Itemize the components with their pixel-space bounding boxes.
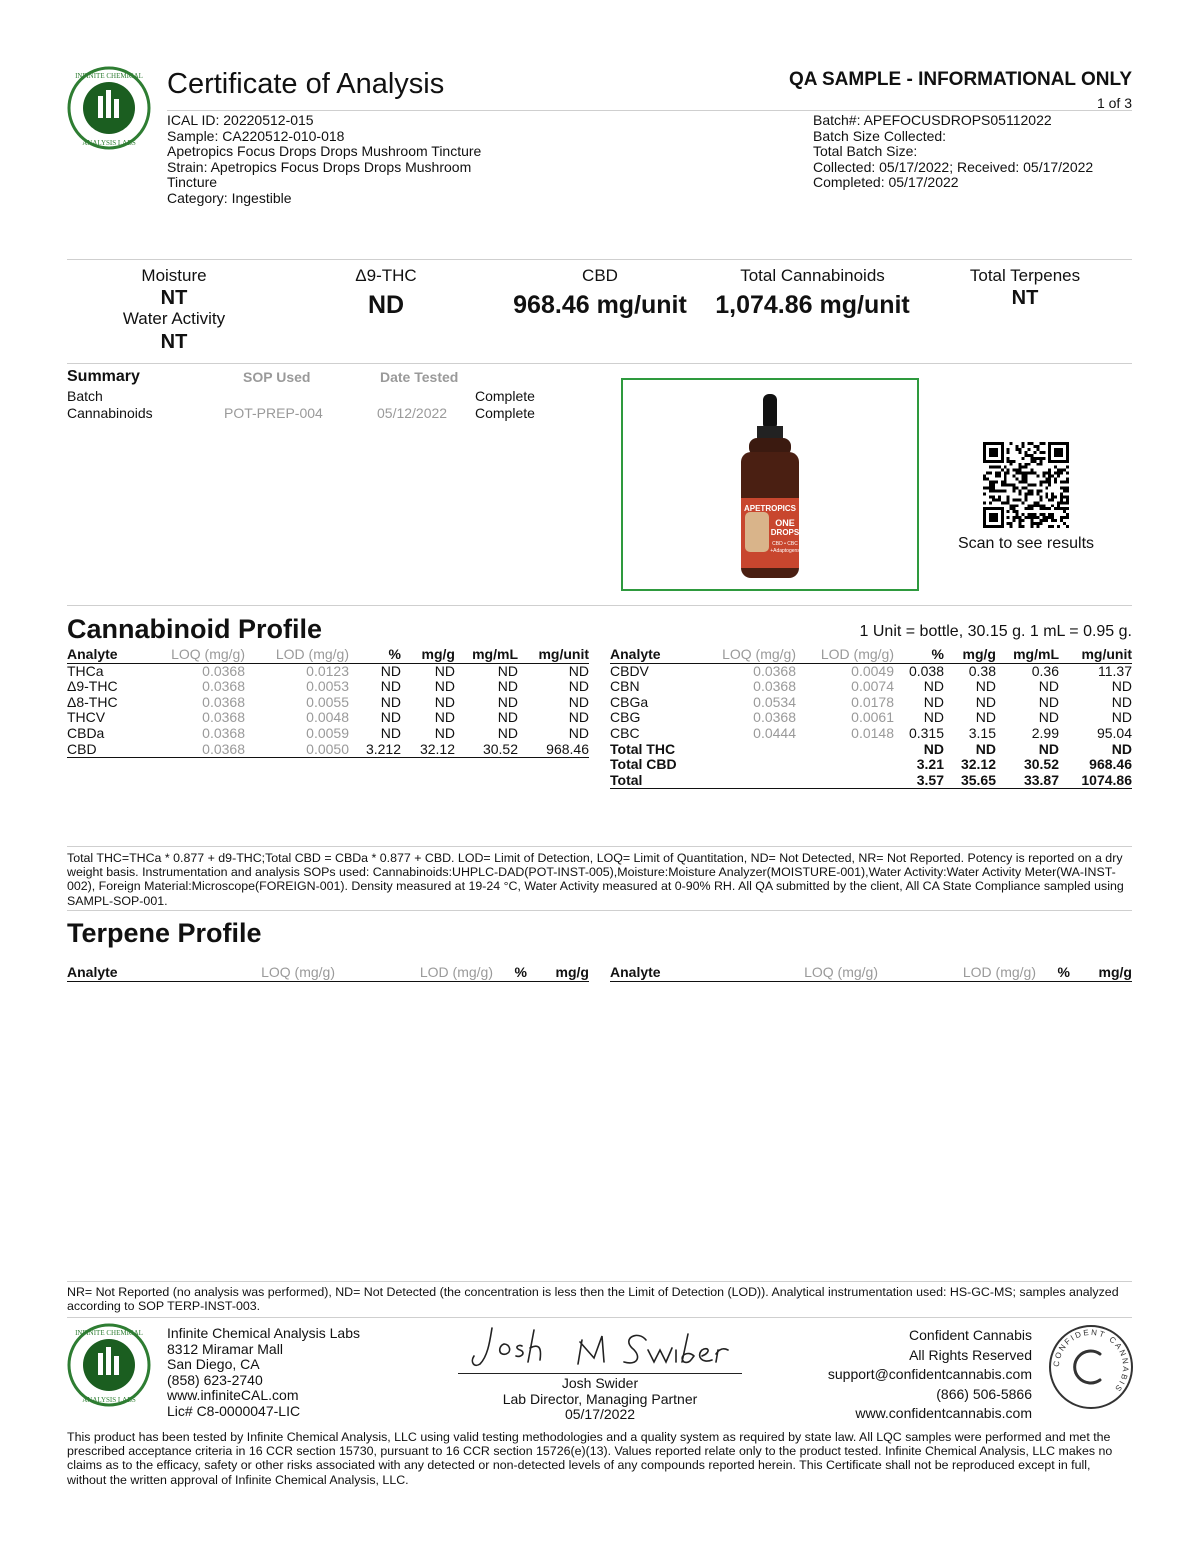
lab-city: San Diego, CA — [167, 1356, 260, 1373]
total-terpenes-value: NT — [1011, 287, 1039, 310]
table-cell: ND — [380, 662, 401, 679]
table-cell: ND — [1111, 678, 1132, 695]
confident-cannabis-seal — [1048, 1324, 1134, 1410]
summary-date-header: Date Tested — [380, 369, 459, 385]
table-row — [67, 726, 589, 742]
terpene-divider — [67, 910, 1132, 911]
table-cell: CBC — [610, 724, 640, 741]
col-analyte: Analyte — [610, 647, 702, 663]
collected-received: Collected: 05/17/2022; Received: 05/17/2022 — [813, 158, 1094, 175]
table-cell: Total CBD — [610, 756, 677, 773]
table-cell: ND — [434, 693, 455, 710]
table-cell: ND — [380, 693, 401, 710]
table-cell: 32.12 — [401, 742, 455, 758]
summary-row-status: Complete — [475, 388, 535, 404]
logo-top-text: INFINITE CHEMICAL — [75, 1329, 143, 1337]
ical-id: ICAL ID: 20220512-015 — [167, 112, 314, 128]
water-activity-label: Water Activity — [122, 309, 226, 329]
col-lod: LOD (mg/g) — [335, 965, 493, 981]
table-cell: ND — [434, 724, 455, 741]
table-cell: ND — [1111, 693, 1132, 710]
footnote-divider — [67, 846, 1132, 847]
table-cell: ND — [1038, 678, 1059, 695]
signature — [462, 1320, 742, 1376]
table-cell: ND — [975, 740, 996, 757]
table-cell: 0.0055 — [306, 693, 349, 710]
table-cell: 0.0368 — [753, 662, 796, 679]
table-cell: 0.0061 — [851, 709, 894, 726]
table-cell: ND — [568, 693, 589, 710]
cannabinoid-table-right — [610, 647, 1132, 789]
sample-id: Sample: CA220512-010-018 — [167, 127, 345, 144]
summary-row-name: Batch — [67, 388, 103, 404]
water-activity-value: NT — [160, 331, 188, 354]
col-mgg: mg/g — [401, 647, 455, 663]
table-cell: ND — [497, 724, 518, 741]
table-cell: 0.0050 — [245, 742, 349, 758]
footer-lab-logo — [67, 1323, 151, 1407]
col-lod: LOD (mg/g) — [245, 647, 349, 663]
category: Category: Ingestible — [167, 189, 292, 206]
table-cell: 95.04 — [1096, 724, 1132, 741]
col-mgunit: mg/unit — [518, 647, 589, 663]
product-sub: CBD • CBC — [772, 541, 798, 547]
summary-title: Summary — [67, 368, 140, 385]
cc-name: Confident Cannabis — [909, 1327, 1032, 1343]
table-cell: ND — [975, 678, 996, 695]
lab-license: Lic# C8-0000047-LIC — [167, 1402, 301, 1419]
metrics-bottom-divider — [67, 363, 1132, 364]
table-row — [610, 726, 1132, 742]
table-cell: THCa — [67, 662, 104, 679]
lab-website[interactable]: www.infiniteCAL.com — [167, 1387, 299, 1404]
table-cell: THCV — [67, 709, 106, 726]
table-cell: ND — [568, 724, 589, 741]
sample-name: Apetropics Focus Drops Drops Mushroom Tincture — [167, 143, 482, 159]
summary-row-status: Complete — [475, 405, 535, 421]
thc-metric — [296, 266, 476, 319]
col-pct: % — [1036, 965, 1070, 981]
table-cell: ND — [380, 678, 401, 695]
table-cell: 0.0368 — [753, 709, 796, 726]
table-row — [610, 742, 1132, 758]
table-cell: 0.0368 — [202, 709, 245, 726]
table-cell: 0.0074 — [851, 678, 894, 695]
col-mgg: mg/g — [944, 647, 996, 663]
table-cell: 0.0123 — [306, 662, 349, 679]
moisture-value: NT — [160, 287, 188, 310]
table-cell: ND — [434, 678, 455, 695]
col-mgml: mg/mL — [455, 647, 518, 663]
col-loq: LOQ (mg/g) — [177, 965, 335, 981]
table-cell: ND — [923, 709, 944, 726]
table-cell: 32.12 — [960, 756, 996, 773]
table-cell: 30.52 — [1023, 756, 1059, 773]
terpene-title: Terpene Profile — [67, 918, 262, 948]
table-cell: 0.0048 — [306, 709, 349, 726]
logo-bottom-text: ANALYSIS LABS — [82, 139, 136, 147]
logo-bottom-text: ANALYSIS LABS — [82, 1396, 136, 1404]
logo-top-text: INFINITE CHEMICAL — [75, 72, 143, 80]
cannabinoid-footnote: Total THC=THCa * 0.877 + d9-THC;Total CBD = CBDa * 0.877 + CBD. LOD= Limit of Detection, LOQ= Limit of Quantitation, ND= Not Detected, NR= Not Reported. Potency is reported on a dry weight basis. Instrumentation and analysis SOPs used: Cannabinoids:UHPLC-DAD(POT-INST-005),Moisture:Moisture Analyzer(MOISTURE-001),Water Activity:Water Activity Meter(WA-INST-002), Foreign Material:Microscope(FOREIGN-001). Density measured at 19-24 °C, Water Activity measured at 0-90% RH. All QA submitted by the client, All CA State Compliance sampled using SAMPL-SOP-001. — [67, 851, 1124, 908]
table-cell: ND — [1111, 740, 1132, 757]
col-pct: % — [894, 647, 944, 663]
seal-text: CONFIDENT CANNABIS — [1051, 1327, 1131, 1395]
sample-info — [167, 113, 507, 206]
table-cell: 35.65 — [944, 773, 996, 789]
lab-logo — [67, 66, 151, 150]
summary-row-name: Cannabinoids — [67, 405, 153, 421]
terpene-table-left — [67, 965, 589, 982]
summary-sop-header: SOP Used — [243, 369, 311, 385]
table-cell: ND — [380, 709, 401, 726]
product-brand: APETROPICS — [743, 504, 797, 513]
moisture-metric — [84, 266, 264, 354]
lab-address — [167, 1326, 360, 1420]
product-sub2: +Adaptogens — [770, 548, 800, 554]
product-name-2: DROPS — [770, 528, 800, 537]
page-title: Certificate of Analysis — [167, 68, 445, 100]
table-cell: ND — [497, 662, 518, 679]
cannabinoid-table-left — [67, 647, 589, 758]
strain: Strain: Apetropics Focus Drops Drops Mushroom — [167, 158, 472, 175]
table-cell: 3.57 — [894, 773, 944, 789]
col-mgml: mg/mL — [996, 647, 1059, 663]
metrics-top-divider — [67, 259, 1132, 260]
table-cell: Δ8-THC — [67, 693, 118, 710]
table-cell: CBN — [610, 678, 640, 695]
table-cell: 0.0444 — [753, 724, 796, 741]
table-cell: 33.87 — [996, 773, 1059, 789]
table-cell: 0.0178 — [851, 693, 894, 710]
table-cell — [796, 773, 894, 789]
signer-name: Josh Swider — [561, 1375, 639, 1391]
signer-title: Lab Director, Managing Partner — [502, 1390, 698, 1407]
thc-label: Δ9-THC — [355, 266, 417, 285]
table-cell: 3.15 — [968, 724, 996, 741]
table-cell: CBG — [610, 709, 641, 726]
table-cell: 968.46 — [1089, 756, 1132, 773]
table-cell: Total THC — [610, 740, 676, 757]
summary-row-date: 05/12/2022 — [377, 405, 448, 421]
qr-caption: Scan to see results — [957, 535, 1095, 552]
table-row — [610, 679, 1132, 695]
disclaimer: This product has been tested by Infinite Chemical Analysis, LLC using valid testing methodologies and a quality system as required by state law. All LQC samples were performed and met the prescribed acceptance criteria in 16 CCR section 15730, pursuant to 16 CCR section 15726(e)(13). Values reported relate only to the product tested. Infinite Chemical Analysis, LLC makes no claims as to the efficacy, safety or other risks associated with any detected or non-detected levels of any compounds reported herein. This Certificate shall not be reproduced except in full, without the written approval of Infinite Chemical Analysis, LLC. — [67, 1430, 1113, 1487]
product-name-1: ONE — [775, 518, 795, 528]
table-cell: 0.0368 — [202, 693, 245, 710]
cc-contact — [828, 1326, 1032, 1424]
terpene-table-right — [610, 965, 1132, 982]
table-row — [67, 742, 589, 758]
total-terpenes-label: Total Terpenes — [969, 266, 1081, 285]
table-row — [67, 695, 589, 711]
total-cannabinoids-metric — [700, 266, 925, 319]
batch-size-collected: Batch Size Collected: — [813, 127, 947, 144]
table-cell: ND — [434, 662, 455, 679]
table-cell: ND — [975, 709, 996, 726]
table-row — [610, 773, 1132, 789]
table-cell: Total — [610, 773, 702, 789]
signature-line — [458, 1373, 742, 1374]
table-cell: 968.46 — [518, 742, 589, 758]
cc-website[interactable]: www.confidentcannabis.com — [855, 1405, 1032, 1422]
table-cell: 3.21 — [916, 756, 944, 773]
batch-info — [813, 113, 1133, 191]
qa-label: QA SAMPLE - INFORMATIONAL ONLY — [788, 69, 1132, 90]
table-cell — [796, 742, 894, 758]
table-cell: 0.0368 — [202, 662, 245, 679]
cbd-label: CBD — [582, 266, 618, 285]
table-cell: ND — [497, 678, 518, 695]
table-cell: ND — [1038, 709, 1059, 726]
unit-note: 1 Unit = bottle, 30.15 g. 1 mL = 0.95 g. — [859, 623, 1132, 640]
table-cell: ND — [497, 693, 518, 710]
table-cell: 0.0368 — [753, 678, 796, 695]
table-cell: 0.0148 — [851, 724, 894, 741]
header-divider — [167, 110, 1132, 111]
table-cell: ND — [1038, 693, 1059, 710]
table-cell — [702, 757, 796, 773]
moisture-label: Moisture — [141, 266, 207, 285]
summary-row-sop: POT-PREP-004 — [224, 405, 323, 421]
completed-date: Completed: 05/17/2022 — [813, 174, 959, 190]
col-lod: LOD (mg/g) — [796, 647, 894, 663]
total-terpenes-metric — [935, 266, 1115, 309]
total-cannabinoids-label: Total Cannabinoids — [740, 266, 885, 285]
signer-block — [458, 1376, 742, 1423]
table-cell: 0.0368 — [159, 742, 245, 758]
col-loq: LOQ (mg/g) — [702, 647, 796, 663]
table-cell: ND — [568, 662, 589, 679]
col-pct: % — [493, 965, 527, 981]
table-cell: ND — [434, 709, 455, 726]
table-cell — [796, 757, 894, 773]
col-analyte: Analyte — [67, 647, 159, 663]
table-cell: ND — [380, 724, 401, 741]
table-cell — [702, 773, 796, 789]
table-cell: 3.212 — [349, 742, 401, 758]
col-mgunit: mg/unit — [1059, 647, 1132, 663]
table-cell: ND — [497, 709, 518, 726]
col-mgg: mg/g — [527, 965, 589, 981]
table-cell: ND — [923, 740, 944, 757]
table-cell: 0.315 — [908, 724, 944, 741]
cc-email[interactable]: support@confidentcannabis.com — [827, 1366, 1032, 1383]
col-loq: LOQ (mg/g) — [159, 647, 245, 663]
terpene-footnote: NR= Not Reported (no analysis was performed), ND= Not Detected (the concentration is less then the Limit of Detection (LOD)). Analytical instrumentation used: HS-GC-MS; samples analyzed according to SOP TERP-INST-003. — [67, 1285, 1119, 1314]
terpene-footnote-divider — [67, 1281, 1132, 1282]
table-cell: 0.0368 — [202, 724, 245, 741]
table-cell: ND — [1111, 709, 1132, 726]
product-image — [621, 378, 919, 591]
table-cell: CBD — [67, 742, 159, 758]
total-cannabinoids-value: 1,074.86 mg/unit — [715, 291, 910, 320]
table-cell: CBDa — [67, 724, 105, 741]
thc-value: ND — [367, 291, 405, 320]
col-analyte: Analyte — [67, 965, 177, 981]
table-row — [610, 757, 1132, 773]
col-pct: % — [349, 647, 401, 663]
table-cell: 0.0368 — [202, 678, 245, 695]
table-cell: 0.0059 — [306, 724, 349, 741]
table-cell: CBGa — [610, 693, 649, 710]
table-cell: 0.38 — [968, 662, 996, 679]
cannabinoid-divider — [67, 605, 1132, 606]
lab-phone: (858) 623-2740 — [167, 1371, 263, 1388]
total-batch-size: Total Batch Size: — [813, 143, 918, 159]
table-cell: 0.038 — [908, 662, 944, 679]
table-cell: 0.0053 — [306, 678, 349, 695]
table-cell: 30.52 — [455, 742, 518, 758]
table-row — [610, 663, 1132, 679]
cc-rights: All Rights Reserved — [909, 1346, 1032, 1363]
col-lod: LOD (mg/g) — [878, 965, 1036, 981]
table-cell: ND — [923, 693, 944, 710]
table-cell: ND — [1038, 740, 1059, 757]
strain-cont: Tincture — [167, 174, 218, 190]
col-mgg: mg/g — [1070, 965, 1132, 981]
signer-date: 05/17/2022 — [564, 1406, 636, 1423]
table-cell: CBDV — [610, 662, 649, 679]
cbd-metric — [490, 266, 710, 319]
table-row — [610, 710, 1132, 726]
page-number: 1 of 3 — [1096, 95, 1132, 111]
table-cell: ND — [568, 709, 589, 726]
batch-number: Batch#: APEFOCUSDROPS05112022 — [813, 112, 1052, 128]
lab-street: 8312 Miramar Mall — [167, 1340, 283, 1357]
table-cell: 2.99 — [1031, 724, 1059, 741]
table-cell: ND — [568, 678, 589, 695]
table-cell: 11.37 — [1098, 662, 1132, 679]
table-cell: 0.36 — [1031, 662, 1059, 679]
table-row — [610, 695, 1132, 711]
col-analyte: Analyte — [610, 965, 720, 981]
lab-name: Infinite Chemical Analysis Labs — [167, 1325, 360, 1341]
qr-code[interactable] — [983, 442, 1069, 528]
footer-divider — [67, 1317, 1132, 1318]
table-cell: 1074.86 — [1059, 773, 1132, 789]
table-row — [67, 663, 589, 679]
col-loq: LOQ (mg/g) — [720, 965, 878, 981]
cannabinoid-title: Cannabinoid Profile — [67, 614, 323, 644]
table-cell: ND — [975, 693, 996, 710]
table-row — [67, 679, 589, 695]
table-cell: 0.0049 — [851, 662, 894, 679]
cc-phone: (866) 506-5866 — [936, 1385, 1032, 1402]
table-cell: ND — [923, 678, 944, 695]
table-cell: 0.0534 — [753, 693, 796, 710]
table-cell — [702, 742, 796, 758]
table-row — [67, 710, 589, 726]
table-cell: Δ9-THC — [67, 678, 118, 695]
cbd-value: 968.46 mg/unit — [513, 291, 687, 320]
